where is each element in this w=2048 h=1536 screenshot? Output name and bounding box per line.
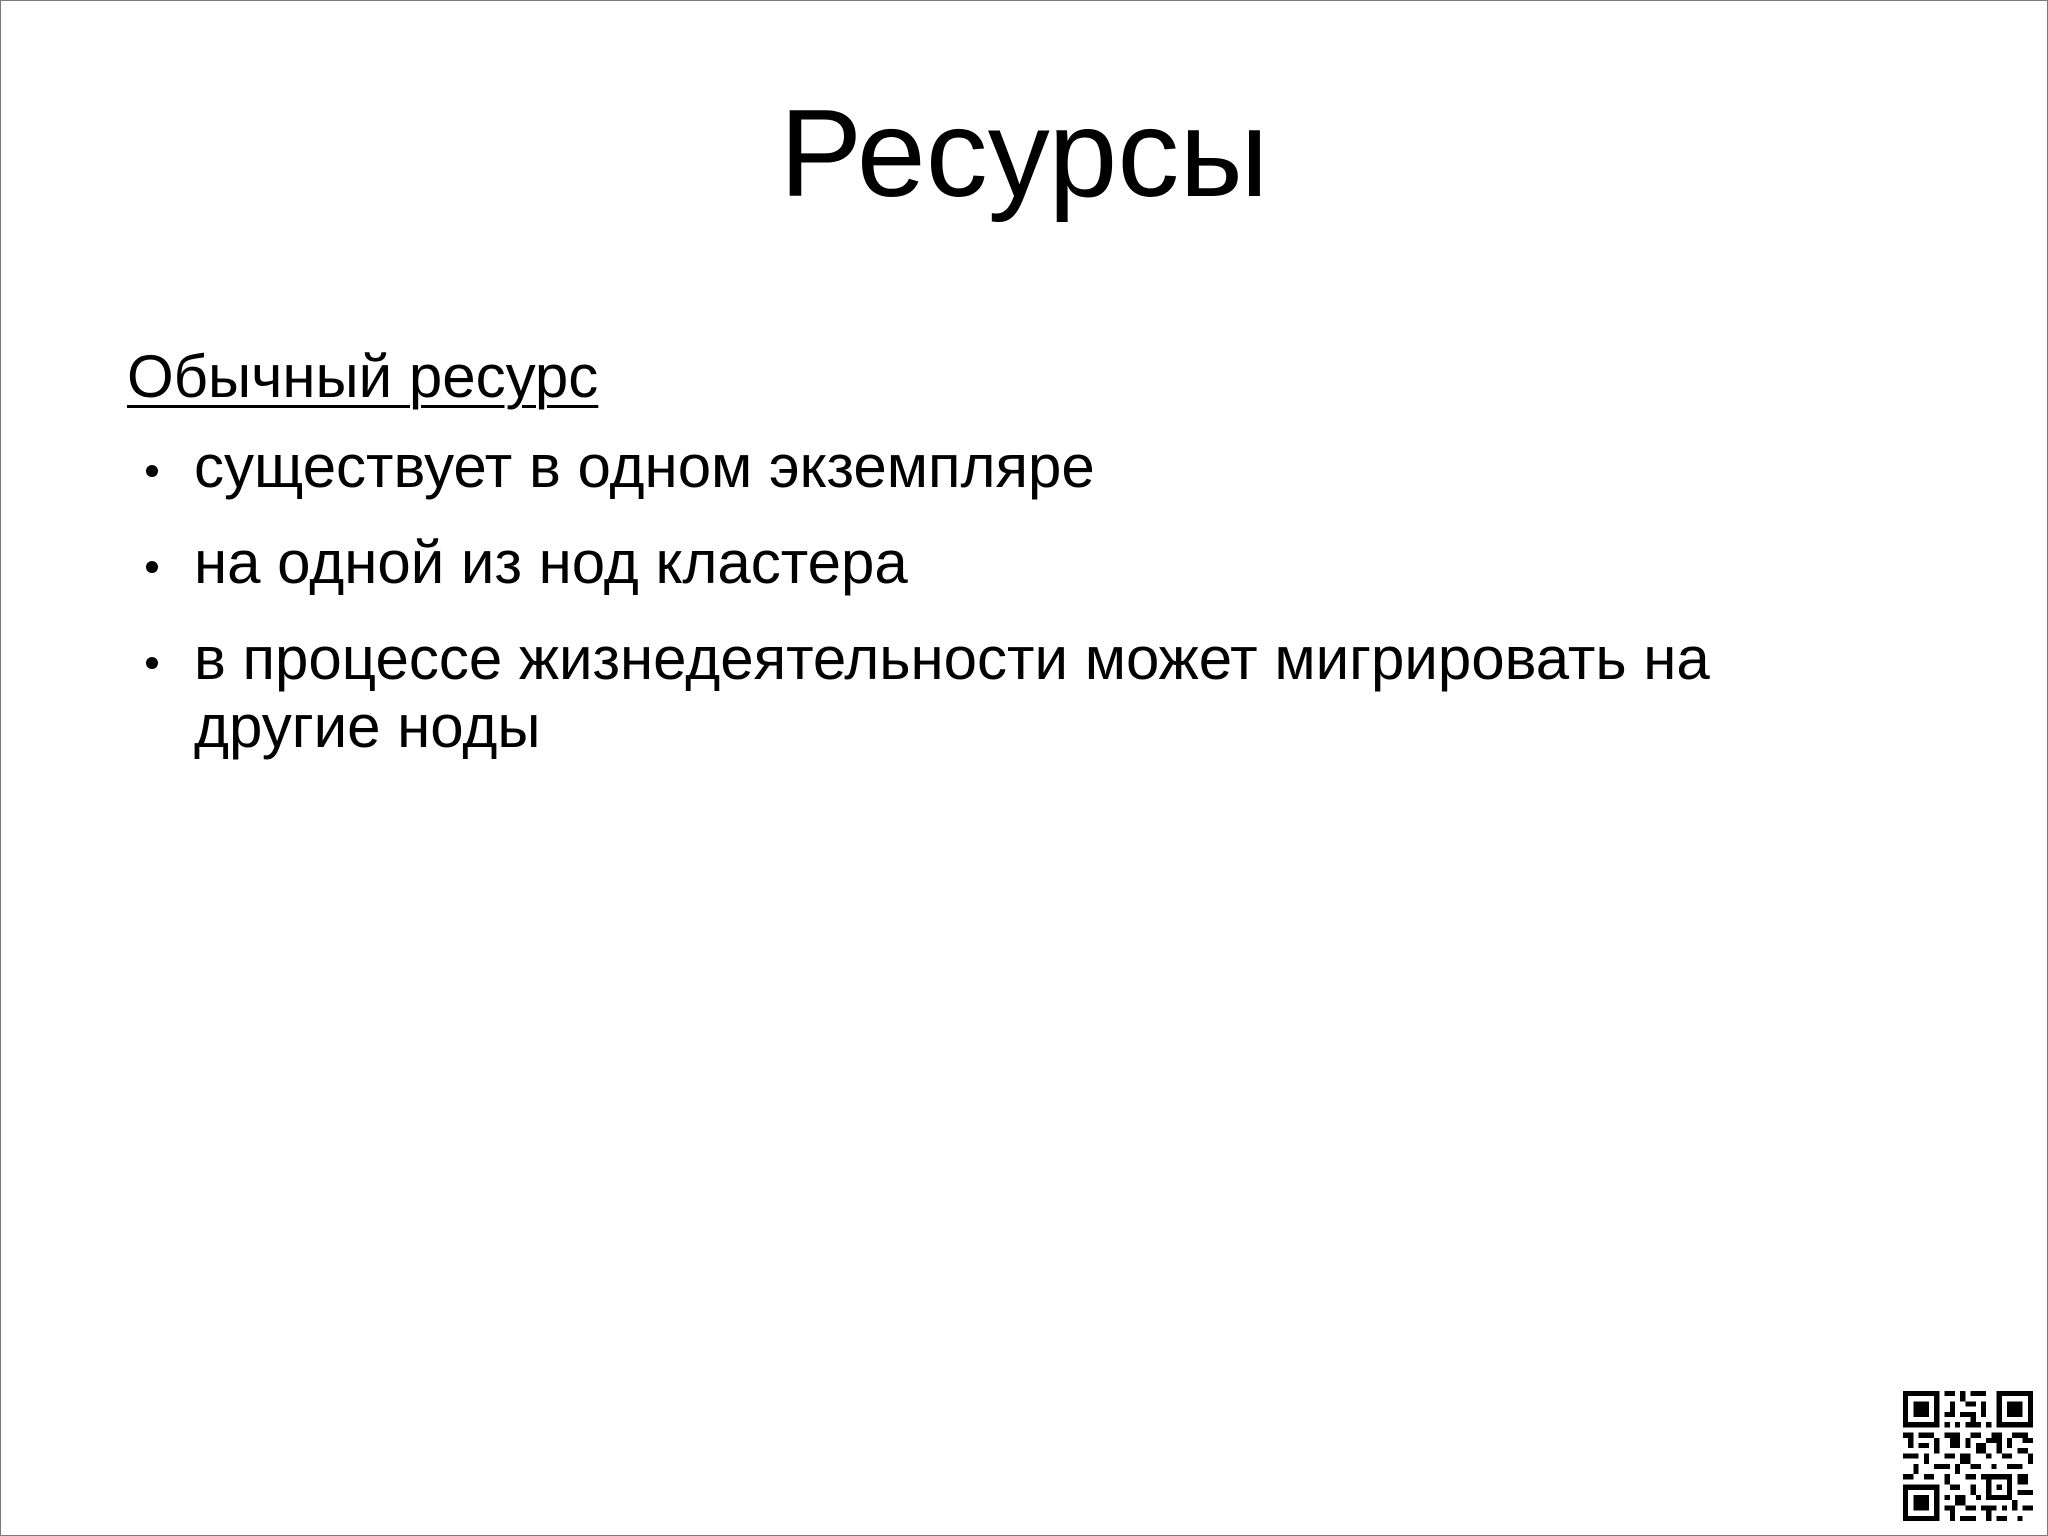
bullet-dot-icon — [146, 561, 158, 573]
bullet-dot-icon — [146, 657, 158, 669]
bullet-text: на одной из нод кластера — [194, 529, 908, 596]
bullet-list — [1, 433, 2047, 789]
bullet-text: в процессе жизнедеятельности может мигрировать на другие ноды — [194, 625, 1710, 760]
section-subheading: Обычный ресурс — [127, 343, 599, 410]
bullet-item — [1, 529, 1894, 597]
slide-title: Ресурсы — [779, 85, 1269, 223]
bullet-dot-icon — [146, 465, 158, 477]
qr-code-icon — [1903, 1391, 2033, 1521]
bullet-text: существует в одном экземпляре — [194, 433, 1095, 500]
bullet-item — [1, 433, 1894, 501]
bullet-item — [1, 625, 1894, 761]
